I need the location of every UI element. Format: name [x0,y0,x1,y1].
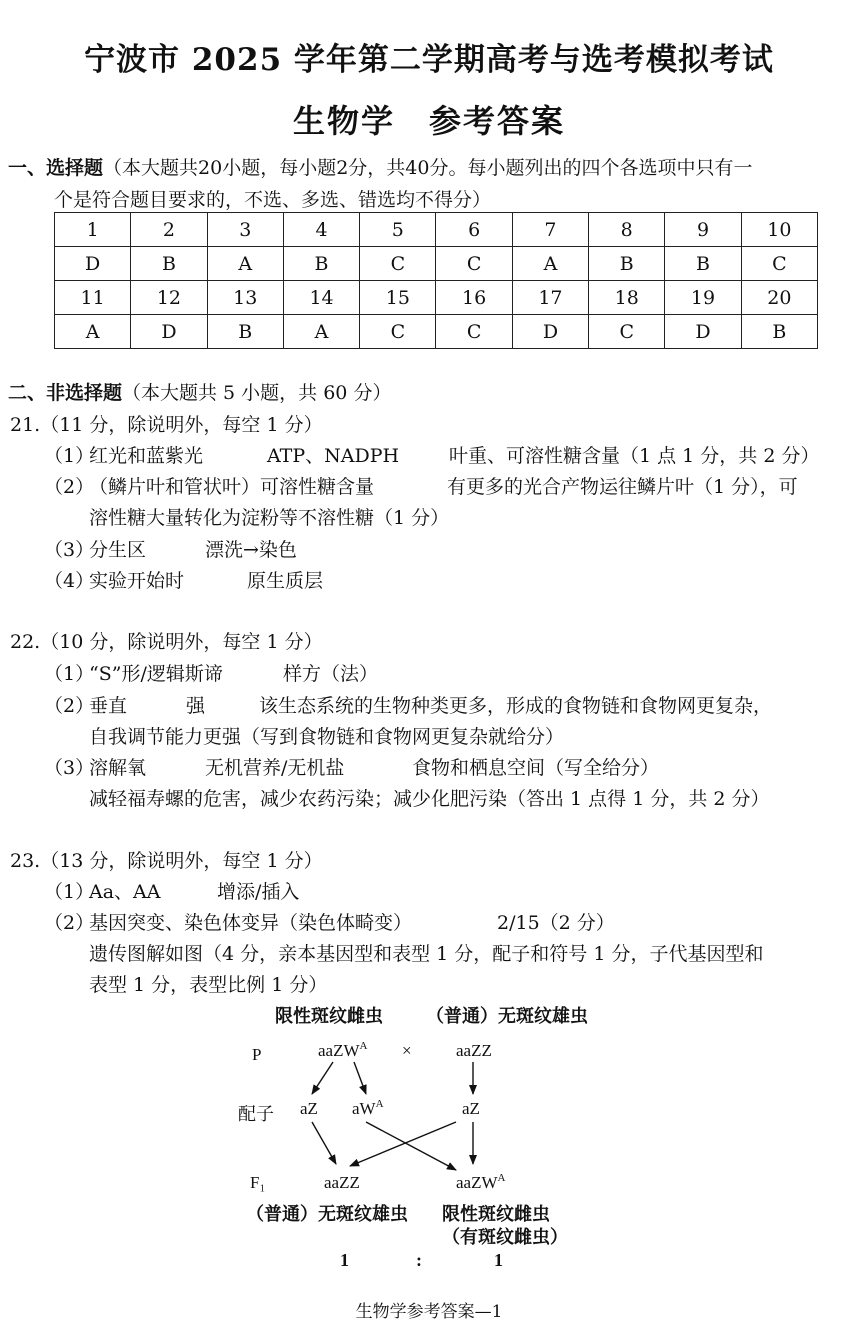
q21-line1 [44,441,94,468]
question-number-cell: 20 [741,281,817,315]
answer-cell: A [283,315,359,349]
q22-2-a: 垂直 [89,695,128,717]
offspring2-genotype: aaZW$^A$ [456,1172,506,1192]
gamete2: $aW^A$ [352,1098,384,1118]
q23-1-a: Aa、AA [89,881,161,903]
q21-heading: 21.（11 分，除说明外，每空 1 分） [10,414,323,436]
answer-key-label: 参考答案 [429,102,566,140]
q21-1-c: 叶重、可溶性糖含量（1 点 1 分，共 2 分） [449,445,820,467]
offspring2-phenotype: 限性斑纹雌虫 [442,1204,550,1224]
answer-cell: A [512,247,588,281]
q21-3-a: 分生区 [89,539,147,561]
q21-2-b: 有更多的光合产物运往鳞片叶（1 分），可 [447,476,798,498]
question-number-cell: 8 [589,213,665,247]
section2-desc: （本大题共 5 小题，共 60 分） [122,382,392,404]
q22-3-c: 食物和栖息空间（写全给分） [412,757,660,779]
subject-name: 生物学 [292,102,395,140]
arrow-female-to-gamete1 [312,1062,333,1094]
q22-3-a: 溶解氧 [89,757,147,779]
answer-table [54,212,818,349]
q21-1-num: （1） [44,445,95,467]
answer-cell: B [207,315,283,349]
question-number-cell: 3 [207,213,283,247]
section1-heading: 一、选择题 [8,157,104,179]
answer-cell: B [665,247,741,281]
parent-male-phenotype: （普通）无斑纹雄虫 [426,1006,588,1026]
question-number-cell: 6 [436,213,512,247]
ratio-colon: : [416,1250,422,1270]
gamete3: aZ [462,1099,480,1118]
q22-2-c: 该生态系统的生物种类更多，形成的食物链和食物网更复杂， [259,695,773,717]
q21-2-a: （鳞片叶和管状叶）可溶性糖含量 [89,476,375,498]
arrow-female-to-gamete2 [354,1062,366,1094]
section1-line1 [8,153,752,180]
parent-female-phenotype: 限性斑纹雌虫 [275,1006,383,1026]
arrow-gamete3-to-offspring1 [350,1122,456,1166]
question-number-cell: 9 [665,213,741,247]
answer-cell: D [131,315,207,349]
q23-1-num: （1） [44,881,95,903]
section1-desc: （本大题共20小题，每小题2分，共40分。每小题列出的四个各选项中只有一 [103,157,753,179]
answer-cell: A [207,247,283,281]
answer-cell: C [360,247,436,281]
question-number-cell: 13 [207,281,283,315]
answer-cell: B [741,315,817,349]
ratio-left: 1 [340,1250,349,1270]
q21-3-num: （3） [44,539,95,561]
gamete1: aZ [300,1099,318,1118]
question-number-row [55,213,818,247]
q23-heading: 23.（13 分，除说明外，每空 1 分） [10,850,323,872]
offspring2-phenotype-note: （有斑纹雌虫） [442,1227,568,1247]
male-genotype: aaZZ [456,1041,492,1060]
q23-2-b: 2/15（2 分） [497,912,615,934]
f1-label: F₁ [250,1173,266,1192]
answer-cell: B [589,247,665,281]
section2-line [8,378,391,405]
q21-4-b: 原生质层 [247,570,324,592]
answer-cell: C [741,247,817,281]
offspring1-genotype: aaZZ [324,1173,360,1192]
answer-row [55,315,818,349]
q21-1-a: 红光和蓝紫光 [89,445,204,467]
exam-title: 宁波市 2025 学年第二学期高考与选考模拟考试 [84,42,774,78]
q21-2-cont: 溶性糖大量转化为淀粉等不溶性糖（1 分） [89,507,450,529]
answer-cell: D [512,315,588,349]
answer-cell: D [55,247,131,281]
question-number-cell: 10 [741,213,817,247]
q22-3-cont: 减轻福寿螺的危害，减少农药污染；减少化肥污染（答出 1 点得 1 分，共 2 分） [89,788,770,810]
q22-2-num: （2） [44,695,95,717]
answer-cell: B [131,247,207,281]
gamete-label: 配子 [238,1104,274,1124]
question-number-cell: 2 [131,213,207,247]
question-number-cell: 15 [360,281,436,315]
question-number-cell: 19 [665,281,741,315]
q22-3-num: （3） [44,757,95,779]
q23-2-a: 基因突变、染色体变异（染色体畸变） [89,912,413,934]
q21-1-b: ATP、NADPH [267,445,400,467]
q22-1-num: （1） [44,663,95,685]
question-number-cell: 4 [283,213,359,247]
q23-1-b: 增添/插入 [217,881,300,903]
section2-heading: 二、非选择题 [8,382,123,404]
q22-1-a: “S”形/逻辑斯谛 [89,663,223,685]
female-genotype: aaZW$^A$ [318,1040,368,1060]
ratio-right: 1 [494,1250,503,1270]
answer-cell: C [436,247,512,281]
genetic-cross-diagram [230,1000,610,1280]
q23-2-num: （2） [44,912,95,934]
page-footer: 生物学参考答案—1 [355,1302,503,1322]
exam-subtitle [0,96,858,142]
question-number-cell: 11 [55,281,131,315]
arrow-gamete2-to-offspring2 [366,1122,456,1170]
q21-2-num: （2） [44,476,95,498]
q23-2-cont2: 表型 1 分，表型比例 1 分） [89,974,328,996]
question-number-cell: 17 [512,281,588,315]
answer-cell: A [55,315,131,349]
q23-2-cont1: 遗传图解如图（4 分，亲本基因型和表型 1 分，配子和符号 1 分，子代基因型和 [89,943,764,965]
q22-3-b: 无机营养/无机盐 [205,757,345,779]
question-number-cell: 16 [436,281,512,315]
q22-2-b: 强 [186,695,206,717]
answer-cell: B [283,247,359,281]
question-number-cell: 1 [55,213,131,247]
q22-heading: 22.（10 分，除说明外，每空 1 分） [10,631,323,653]
answer-cell: C [436,315,512,349]
answer-cell: C [589,315,665,349]
question-number-cell: 12 [131,281,207,315]
answer-row [55,247,818,281]
question-number-cell: 14 [283,281,359,315]
p-label: P [252,1045,262,1064]
q21-4-num: （4） [44,570,95,592]
q21-4-a: 实验开始时 [89,570,185,592]
q22-1-b: 样方（法） [283,663,379,685]
offspring1-phenotype: （普通）无斑纹雄虫 [246,1204,408,1224]
question-number-cell: 18 [589,281,665,315]
section1-desc-line2: 个是符合题目要求的，不选、多选、错选均不得分） [54,189,492,211]
question-number-cell: 5 [360,213,436,247]
question-number-cell: 7 [512,213,588,247]
question-number-row [55,281,818,315]
answer-cell: C [360,315,436,349]
cross-symbol: × [402,1041,412,1060]
q22-2-cont: 自我调节能力更强（写到食物链和食物网更复杂就给分） [89,726,565,748]
answer-cell: D [665,315,741,349]
q21-3-b: 漂洗→染色 [205,539,297,561]
arrow-gamete1-to-offspring1 [312,1122,336,1164]
